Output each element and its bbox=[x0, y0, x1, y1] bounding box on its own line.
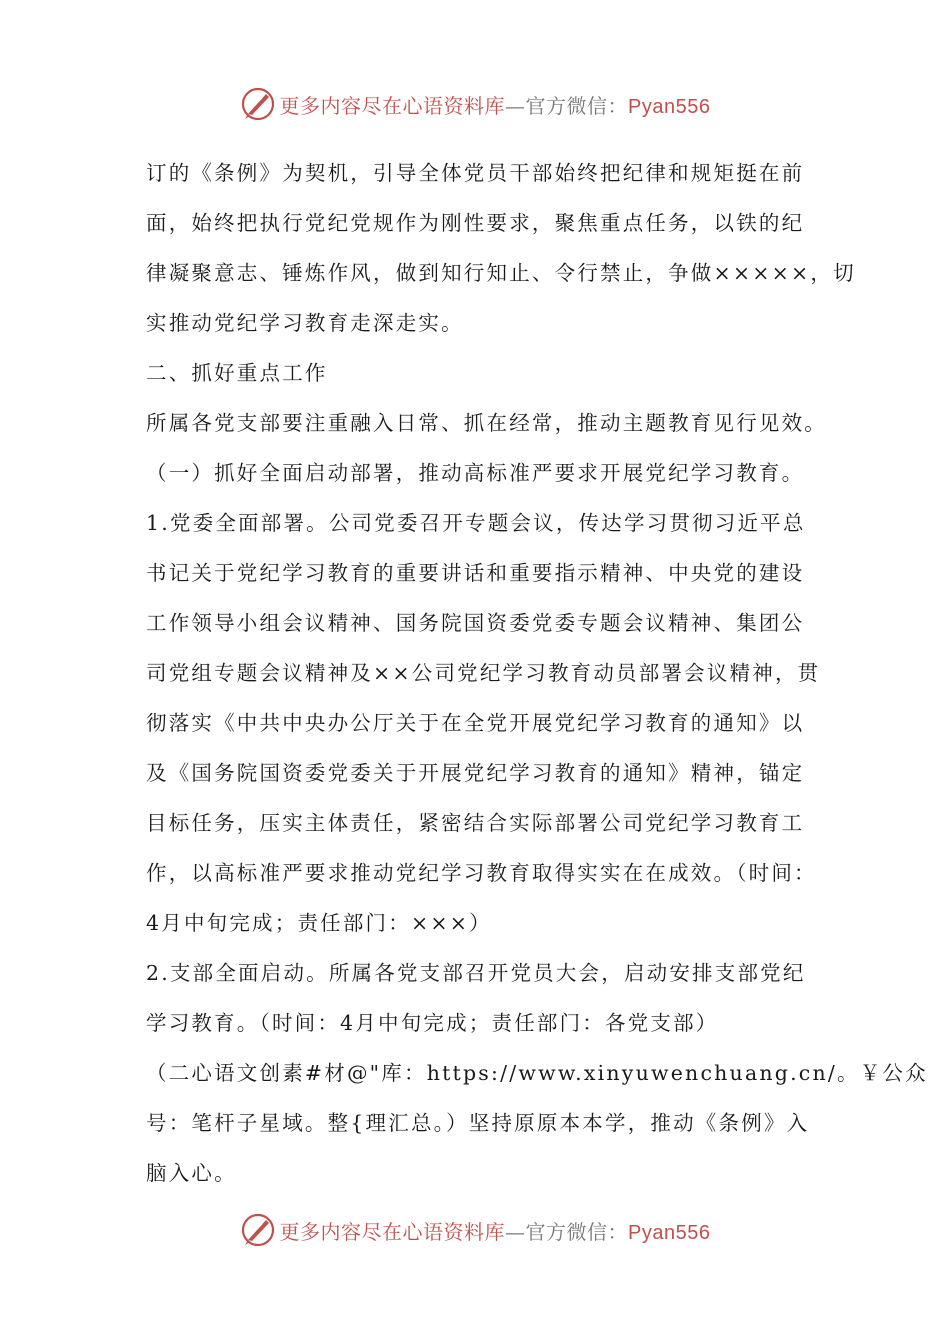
banner-main-text: 更多内容尽在心语资料库 bbox=[279, 93, 506, 118]
text-line: 书记关于党纪学习教育的重要讲话和重要指示精神、中央党的建设 bbox=[146, 561, 805, 585]
text-line: 及《国务院国资委党委关于开展党纪学习教育的通知》精神，锚定 bbox=[146, 761, 805, 785]
quill-pen-logo-icon bbox=[240, 1212, 276, 1248]
section-heading: 二、抓好重点工作 bbox=[146, 361, 328, 385]
text-line: 司党组专题会议精神及××公司党纪学习教育动员部署会议精神，贯 bbox=[146, 661, 821, 685]
text-line: 彻落实《中共中央办公厅关于在全党开展党纪学习教育的通知》以 bbox=[146, 711, 805, 735]
text-line: 工作领导小组会议精神、国务院国资委党委专题会议精神、集团公 bbox=[146, 611, 805, 635]
banner-text bbox=[280, 1216, 711, 1245]
text-line: 律凝聚意志、锤炼作风，做到知行知止、令行禁止，争做×××××，切 bbox=[146, 261, 856, 285]
banner-wechat-label: 官方微信： bbox=[525, 93, 629, 118]
banner-wechat-id: Pyan556 bbox=[628, 95, 711, 118]
banner-wechat-label: 官方微信： bbox=[525, 1219, 629, 1244]
text-line: 号：笔杆子星域。整{理汇总。）坚持原原本本学，推动《条例》入 bbox=[146, 1111, 810, 1135]
quill-pen-logo-icon bbox=[240, 86, 276, 122]
text-line: 脑入心。 bbox=[146, 1161, 237, 1185]
text-line: 订的《条例》为契机，引导全体党员干部始终把纪律和规矩挺在前 bbox=[146, 161, 805, 185]
banner-text bbox=[280, 90, 711, 119]
text-line: 所属各党支部要注重融入日常、抓在经常，推动主题教育见行见效。 bbox=[146, 411, 827, 435]
banner-dash: — bbox=[505, 1219, 526, 1244]
header-banner bbox=[0, 84, 950, 124]
text-line: 4月中旬完成；责任部门：×××） bbox=[146, 911, 492, 935]
text-line: 1.党委全面部署。公司党委召开专题会议，传达学习贯彻习近平总 bbox=[146, 511, 806, 535]
text-line: 学习教育。（时间：4月中旬完成；责任部门：各党支部） bbox=[146, 1011, 719, 1035]
banner-wechat-id: Pyan556 bbox=[628, 1221, 711, 1244]
banner-main-text: 更多内容尽在心语资料库 bbox=[279, 1219, 506, 1244]
text-line: 目标任务，压实主体责任，紧密结合实际部署公司党纪学习教育工 bbox=[146, 811, 805, 835]
text-line: 面，始终把执行党纪党规作为刚性要求，聚焦重点任务，以铁的纪 bbox=[146, 211, 805, 235]
text-line: 作，以高标准严要求推动党纪学习教育取得实实在在成效。（时间： bbox=[146, 861, 817, 885]
text-line: 实推动党纪学习教育走深走实。 bbox=[146, 311, 464, 335]
text-line: （二心语文创素#材@"库：https://www.xinyuwenchuang.cn/。￥公众 bbox=[146, 1061, 928, 1085]
text-line: 2.支部全面启动。所属各党支部召开党员大会，启动安排支部党纪 bbox=[146, 961, 806, 985]
document-body bbox=[146, 148, 928, 1198]
banner-dash: — bbox=[505, 93, 526, 118]
footer-banner bbox=[0, 1210, 950, 1250]
subsection-heading: （一）抓好全面启动部署，推动高标准严要求开展党纪学习教育。 bbox=[146, 461, 805, 485]
